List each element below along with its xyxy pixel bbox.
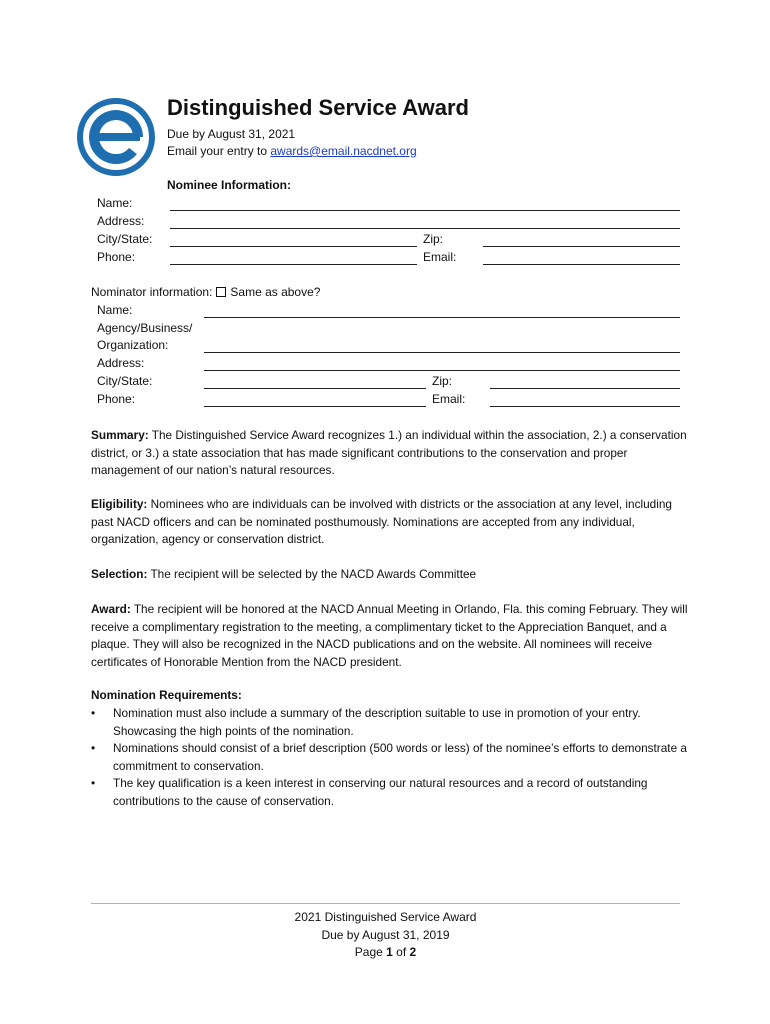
nominator-email-label: Email: bbox=[432, 392, 466, 406]
selection-text: The recipient will be selected by the NACD Awards Committee bbox=[147, 567, 477, 581]
same-as-above-label: Same as above? bbox=[230, 285, 321, 299]
bullet-icon: • bbox=[91, 706, 96, 720]
footer-divider bbox=[91, 903, 680, 904]
nominee-phone-label: Phone: bbox=[97, 250, 136, 264]
eligibility-label: Eligibility: bbox=[91, 497, 148, 511]
award-label: Award: bbox=[91, 602, 131, 616]
email-prefix: Email your entry to bbox=[167, 144, 271, 158]
selection-label: Selection: bbox=[91, 567, 148, 581]
nominee-heading: Nominee Information: bbox=[167, 178, 292, 192]
nominator-address-label: Address: bbox=[97, 356, 145, 370]
nominator-name-field[interactable] bbox=[204, 317, 680, 318]
nominator-email-field[interactable] bbox=[490, 406, 680, 407]
page-title: Distinguished Service Award bbox=[167, 95, 469, 120]
footer-due: Due by August 31, 2019 bbox=[321, 927, 450, 942]
nominee-zip-field[interactable] bbox=[483, 246, 680, 247]
summary-paragraph bbox=[91, 427, 691, 480]
nominator-name-label: Name: bbox=[97, 303, 133, 317]
nominee-city-field[interactable] bbox=[170, 246, 417, 247]
list-item bbox=[91, 705, 691, 740]
nominator-zip-label: Zip: bbox=[432, 374, 453, 388]
bullet-icon: • bbox=[91, 776, 96, 790]
nominator-city-label: City/State: bbox=[97, 374, 153, 388]
bullet-icon: • bbox=[91, 741, 96, 755]
nominee-email-label: Email: bbox=[423, 250, 457, 264]
nominee-zip-label: Zip: bbox=[423, 232, 444, 246]
page-footer bbox=[91, 909, 680, 962]
nominee-city-label: City/State: bbox=[97, 232, 153, 246]
nominator-address-field[interactable] bbox=[204, 370, 680, 371]
page-prefix: Page bbox=[354, 945, 387, 959]
nominee-phone-field[interactable] bbox=[170, 264, 417, 265]
award-paragraph bbox=[91, 601, 691, 671]
nominee-address-label: Address: bbox=[97, 214, 145, 228]
summary-label: Summary: bbox=[91, 428, 149, 442]
nacd-logo-icon bbox=[76, 97, 156, 177]
eligibility-text: Nominees who are individuals can be involved with districts or the association at any level, including past NACD officers and can be nominated posthumously. Nominations are accepted from any individual, organization, agency or conservation district. bbox=[91, 497, 672, 546]
requirement-text: Nomination must also include a summary of the description suitable to use in promotion of your entry. Showcasing the high points of the nomination. bbox=[113, 706, 641, 738]
page-current: 1 bbox=[386, 945, 393, 959]
nominator-phone-field[interactable] bbox=[204, 406, 426, 407]
nominator-organization-field[interactable] bbox=[204, 352, 680, 353]
footer-title: 2021 Distinguished Service Award bbox=[294, 910, 477, 924]
nominator-heading-row bbox=[91, 285, 320, 299]
summary-text: The Distinguished Service Award recognizes 1.) an individual within the association, 2.) a conservation district, or 3.) a state association that has made significant contributions to the conservation and proper management of our nation’s natural resources. bbox=[91, 428, 687, 477]
nominator-phone-label: Phone: bbox=[97, 392, 136, 406]
requirement-text: The key qualification is a keen interest in conserving our natural resources and a record of outstanding contributions to the cause of conservation. bbox=[113, 776, 648, 808]
nominee-email-field[interactable] bbox=[483, 264, 680, 265]
same-as-above-checkbox[interactable] bbox=[216, 287, 226, 297]
award-text: The recipient will be honored at the NACD Annual Meeting in Orlando, Fla. this coming February. They will receive a complimentary registration to the meeting, a complimentary ticket to the Appreciation Banquet, and a plaque. They will also be recognized in the NACD publications and on the website. All nominees will receive certificates of Honorable Mention from the NACD president. bbox=[91, 602, 688, 669]
nominee-address-field[interactable] bbox=[170, 228, 680, 229]
page-mid: of bbox=[392, 945, 410, 959]
requirements-heading: Nomination Requirements: bbox=[91, 688, 242, 702]
nominator-agency-label: Agency/Business/ bbox=[97, 321, 193, 335]
list-item bbox=[91, 775, 691, 810]
page-total: 2 bbox=[409, 945, 417, 959]
nominator-heading: Nominator information: bbox=[91, 285, 213, 299]
requirements-list bbox=[91, 705, 691, 810]
nominator-organization-label: Organization: bbox=[97, 338, 169, 352]
selection-paragraph bbox=[91, 566, 691, 584]
due-date: Due by August 31, 2021 bbox=[167, 127, 296, 141]
list-item bbox=[91, 740, 691, 775]
nominator-zip-field[interactable] bbox=[490, 388, 680, 389]
nominator-city-field[interactable] bbox=[204, 388, 426, 389]
requirement-text: Nominations should consist of a brief description (500 words or less) of the nominee’s efforts to demonstrate a commitment to conservation. bbox=[113, 741, 687, 773]
email-link[interactable]: awards@email.nacdnet.org bbox=[270, 144, 417, 158]
page-number bbox=[91, 944, 680, 962]
eligibility-paragraph bbox=[91, 496, 691, 549]
email-instruction bbox=[167, 144, 417, 158]
nominee-name-label: Name: bbox=[97, 196, 133, 210]
nominee-name-field[interactable] bbox=[170, 210, 680, 211]
